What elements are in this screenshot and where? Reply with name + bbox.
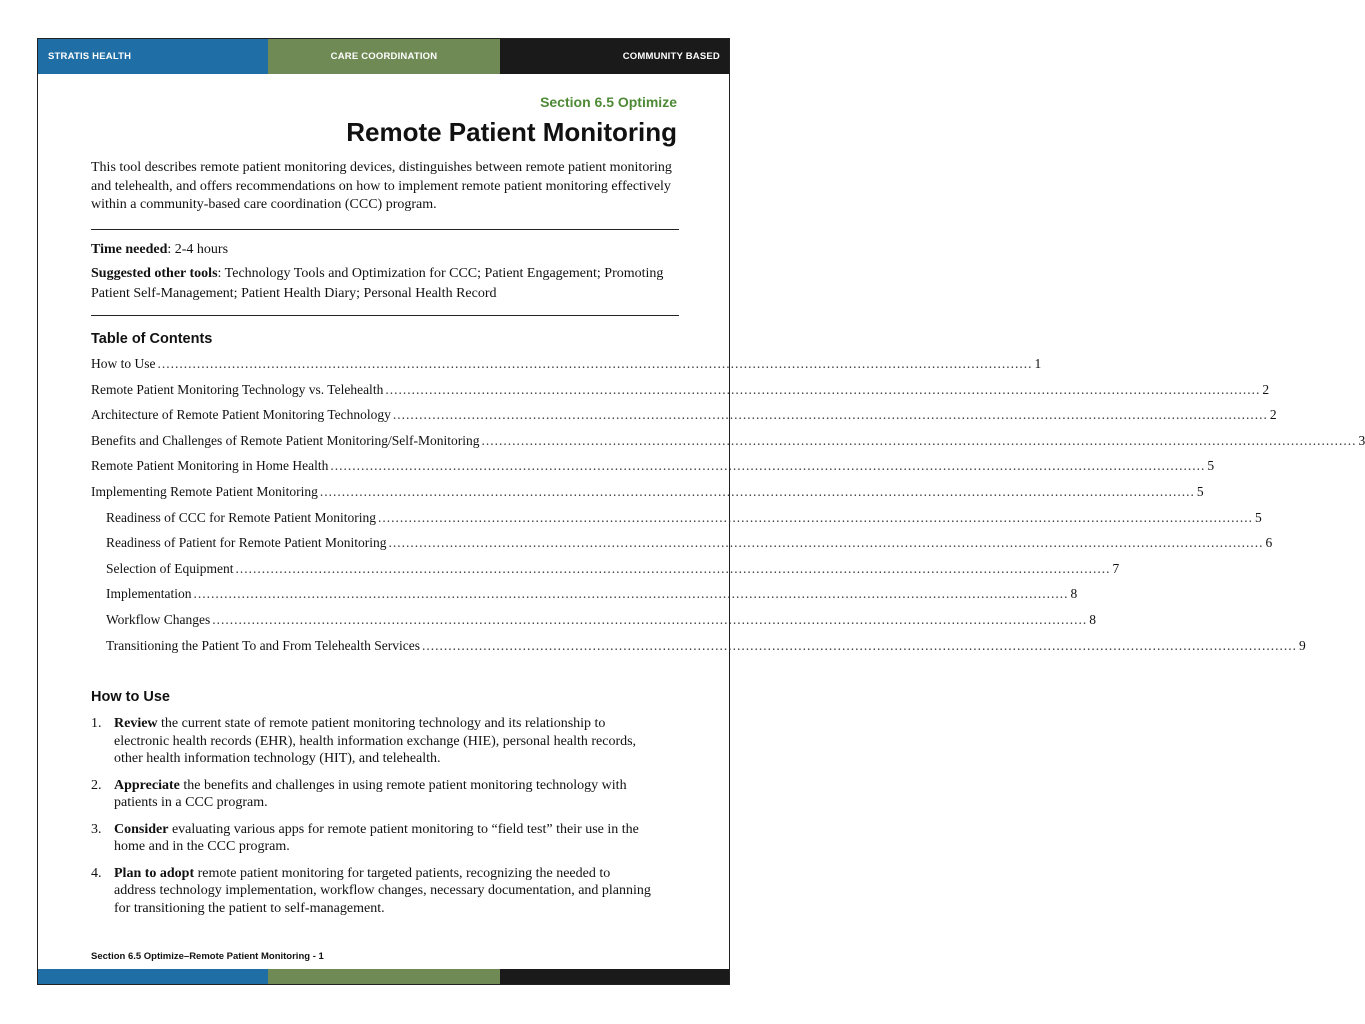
toc-entry-page: 8 (1089, 611, 1097, 627)
how-to-use-text (114, 865, 651, 918)
how-to-use-body: the current state of remote patient monitoring technology and its relationship to electronic health records (EHR), health information exchange (HIE), personal health records, other health information technology (HIT), and telehealth. (114, 716, 637, 766)
how-to-use-heading: How to Use (91, 689, 170, 705)
toc-entry-page: 6 (1265, 535, 1273, 551)
footer-bar (38, 969, 729, 984)
toc-leader-dots: ........................................................................................................................................................................................................ (235, 560, 1111, 576)
suggested-tools-label: Suggested other tools (91, 266, 218, 281)
toc-entry-page: 8 (1070, 586, 1078, 602)
toc-leader-dots: ........................................................................................................................................................................................................ (388, 535, 1264, 551)
how-to-use-text (114, 821, 651, 856)
intro-paragraph: This tool describes remote patient monitoring devices, distinguishes between remote patient monitoring and telehealth, and offers recommendations on how to implement remote patient monitoring effectively within a community-based care coordination (CCC) program. (91, 160, 672, 212)
how-to-use-text (114, 715, 651, 768)
document-page (37, 38, 1365, 985)
how-to-use-lead: Review (114, 716, 158, 731)
how-to-use-body: the benefits and challenges in using remote patient monitoring technology with patients in a CCC program. (114, 777, 627, 810)
header-bar (38, 39, 729, 74)
toc-entry[interactable] (91, 509, 1262, 536)
toc-entry[interactable] (91, 637, 1306, 664)
toc-entry-page: 7 (1112, 560, 1120, 576)
toc-entry[interactable] (91, 407, 1277, 433)
header-category: CARE COORDINATION (268, 39, 500, 74)
page-title: Remote Patient Monitoring (346, 117, 677, 147)
toc-entry-title: Readiness of CCC for Remote Patient Monitoring (106, 509, 376, 525)
suggested-tools-value: : Technology Tools and Optimization for CCC; Patient Engagement; Promoting Patient Self-Management; Patient Health Diary; Personal Health Record (91, 266, 664, 301)
toc-entry-title: Transitioning the Patient To and From Telehealth Services (106, 637, 420, 653)
toc-entry-page: 2 (1262, 381, 1270, 397)
toc-entry-title: Readiness of Patient for Remote Patient Monitoring (106, 535, 387, 551)
how-to-use-body: remote patient monitoring for targeted patients, recognizing the needed to address technology implementation, workflow changes, necessary documentation, and planning for transitioning the patient to self-management. (114, 865, 651, 916)
toc-entry[interactable] (91, 458, 1215, 484)
divider (91, 229, 679, 230)
how-to-use-item (91, 821, 651, 856)
how-to-use-lead: Appreciate (114, 777, 180, 793)
toc-leader-dots: ........................................................................................................................................................................................................ (330, 458, 1206, 474)
toc-leader-dots: ........................................................................................................................................................................................................ (392, 407, 1268, 423)
toc-entry-page: 9 (1298, 637, 1306, 653)
how-to-use-list (91, 715, 651, 926)
page-footer: Section 6.5 Optimize–Remote Patient Monitoring - 1 (91, 951, 324, 962)
list-number: 2. (91, 777, 102, 793)
toc-entry[interactable] (91, 381, 1270, 408)
toc-leader-dots: ........................................................................................................................................................................................................ (421, 637, 1297, 653)
toc-leader-dots: ........................................................................................................................................................................................................ (481, 432, 1357, 448)
toc-entry-title: Implementation (106, 586, 192, 602)
toc-entry-page: 2 (1269, 407, 1277, 423)
footer-bar-green (268, 969, 500, 984)
toc-entry[interactable] (91, 560, 1120, 587)
suggested-tools (91, 264, 681, 304)
toc-leader-dots: ........................................................................................................................................................................................................ (385, 381, 1261, 397)
header-org-name: STRATIS HEALTH (38, 39, 268, 74)
toc-entry[interactable] (91, 586, 1078, 612)
toc-entry-page: 1 (1034, 356, 1042, 371)
footer-bar-blue (38, 969, 268, 984)
toc-entry[interactable] (91, 483, 1204, 510)
how-to-use-item (91, 715, 651, 768)
toc-leader-dots: ........................................................................................................................................................................................................ (377, 509, 1253, 525)
time-needed (91, 242, 228, 258)
toc-entry-title: Architecture of Remote Patient Monitoring Technology (91, 407, 391, 423)
how-to-use-lead: Plan to adopt (114, 865, 195, 881)
how-to-use-body: evaluating various apps for remote patient monitoring to “field test” their use in the home and in the CCC program. (114, 821, 639, 854)
toc-entry-title: Benefits and Challenges of Remote Patient Monitoring/Self-Monitoring (91, 432, 480, 448)
how-to-use-item (91, 777, 651, 812)
toc-leader-dots: ........................................................................................................................................................................................................ (193, 586, 1069, 602)
how-to-use-lead: Consider (114, 821, 169, 837)
toc-entry-page: 5 (1196, 483, 1204, 499)
footer-bar-dark (500, 969, 729, 984)
list-number: 4. (91, 865, 102, 881)
toc-leader-dots: ........................................................................................................................................................................................................ (212, 611, 1088, 627)
header-setting: COMMUNITY BASED (500, 39, 729, 74)
toc-leader-dots: ........................................................................................................................................................................................................ (157, 356, 1033, 371)
toc-entry-page: 5 (1207, 458, 1215, 474)
how-to-use-item (91, 865, 651, 918)
toc-entry-title: Remote Patient Monitoring in Home Health (91, 458, 329, 474)
list-number: 1. (91, 716, 102, 731)
toc-entry[interactable] (91, 535, 1273, 561)
toc-entry[interactable] (91, 356, 1042, 382)
toc-entry-title: Selection of Equipment (106, 560, 234, 576)
toc-entry-title: Workflow Changes (106, 611, 211, 627)
how-to-use-text (114, 777, 651, 812)
toc-entry[interactable] (91, 611, 1097, 638)
toc-entry-page: 5 (1254, 509, 1262, 525)
toc-heading: Table of Contents (91, 331, 213, 347)
divider (91, 315, 679, 316)
table-of-contents (91, 356, 1365, 663)
toc-entry-title: Remote Patient Monitoring Technology vs. Telehealth (91, 381, 384, 397)
toc-entry-title: Implementing Remote Patient Monitoring (91, 483, 318, 499)
toc-leader-dots: ........................................................................................................................................................................................................ (319, 483, 1195, 499)
time-needed-value: : 2-4 hours (167, 242, 229, 257)
toc-entry-title: How to Use (91, 356, 156, 371)
list-number: 3. (91, 821, 102, 837)
toc-entry[interactable] (91, 432, 1365, 459)
time-needed-label: Time needed (91, 242, 168, 257)
toc-entry-page: 3 (1358, 432, 1365, 448)
section-label: Section 6.5 Optimize (540, 94, 677, 110)
